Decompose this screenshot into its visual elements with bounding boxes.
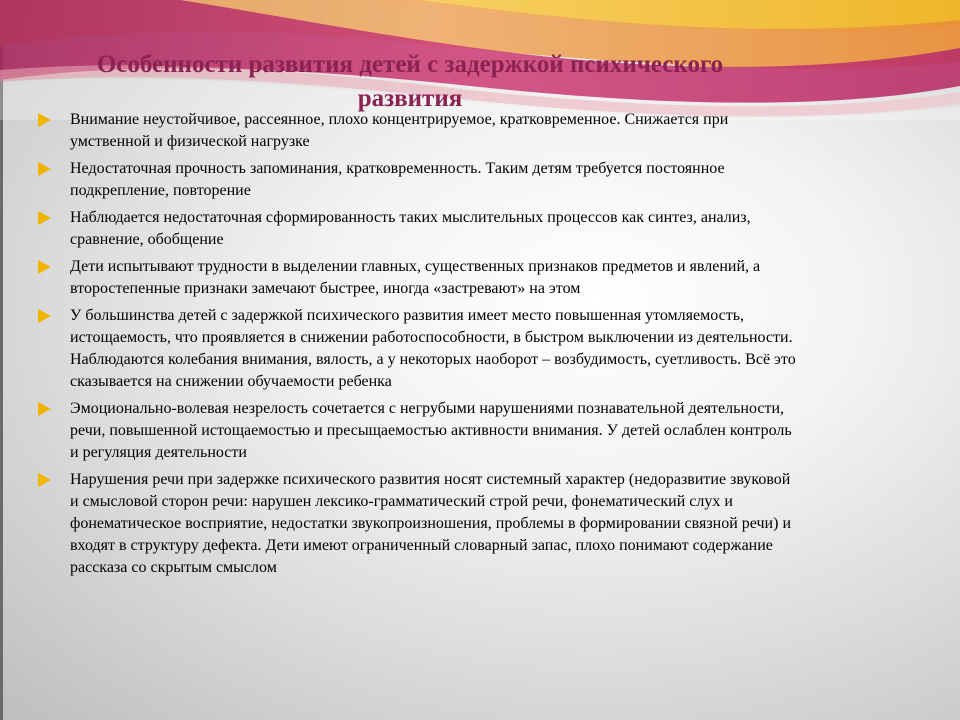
bullet-item [38, 256, 798, 300]
bullet-item [38, 207, 798, 251]
slide-title: Особенности развития детей с задержкой психического развития [96, 51, 724, 112]
bullet-item [38, 109, 798, 153]
bullet-item [38, 305, 798, 393]
bullet-text: Эмоционально-волевая незрелость сочетается с негрубыми нарушениями познавательной деятельности, речи, повышенной истощаемостью и пресыщаемостью активности внимания. У детей ослаблен контроль и регуляция деятельности [70, 400, 792, 461]
bullet-item [38, 469, 798, 579]
bullet-content [38, 109, 798, 584]
yellow-triangle-bullet-icon [38, 211, 51, 225]
bullet-item [38, 158, 798, 202]
yellow-triangle-bullet-icon [38, 260, 51, 274]
bullet-text: Недостаточная прочность запоминания, кратковременность. Таким детям требуется постоянное подкрепление, повторение [70, 160, 725, 199]
bullet-text: Наблюдается недостаточная сформированность таких мыслительных процессов как синтез, анализ, сравнение, обобщение [70, 209, 751, 248]
yellow-triangle-bullet-icon [38, 113, 51, 127]
yellow-triangle-bullet-icon [38, 162, 51, 176]
yellow-triangle-bullet-icon [38, 473, 51, 487]
bullet-text: Внимание неустойчивое, рассеянное, плохо концентрируемое, кратковременное. Снижается при умственной и физической нагрузке [70, 111, 729, 150]
bullet-text: Нарушения речи при задержке психического развития носят системный характер (недоразвитие звуковой и смысловой сторон речи: нарушен лексико-грамматический строй речи, фонематический слух и фонематическое восприятие, недостатки звукопроизношения, проблемы в формировании связной речи) и входят в структуру дефекта. Дети имеют ограниченный словарный запас, плохо понимают содержание рассказа со скрытым смыслом [70, 471, 791, 576]
bullet-list [38, 109, 798, 579]
yellow-triangle-bullet-icon [38, 402, 51, 416]
bullet-text: Дети испытывают трудности в выделении главных, существенных признаков предметов и явлений, а второстепенные признаки замечают быстрее, иногда «застревают» на этом [70, 258, 761, 297]
bullet-item [38, 398, 798, 464]
yellow-triangle-bullet-icon [38, 309, 51, 323]
bullet-text: У большинства детей с задержкой психического развития имеет место повышенная утомляемость, истощаемость, что проявляется в снижении работоспособности, в быстром выключении из деятельности. Наблюдаются колебания внимания, вялость, а у некоторых наоборот – возбудимость, суетливость. Всё это сказывается на снижении обучаемости ребенка [70, 307, 796, 390]
